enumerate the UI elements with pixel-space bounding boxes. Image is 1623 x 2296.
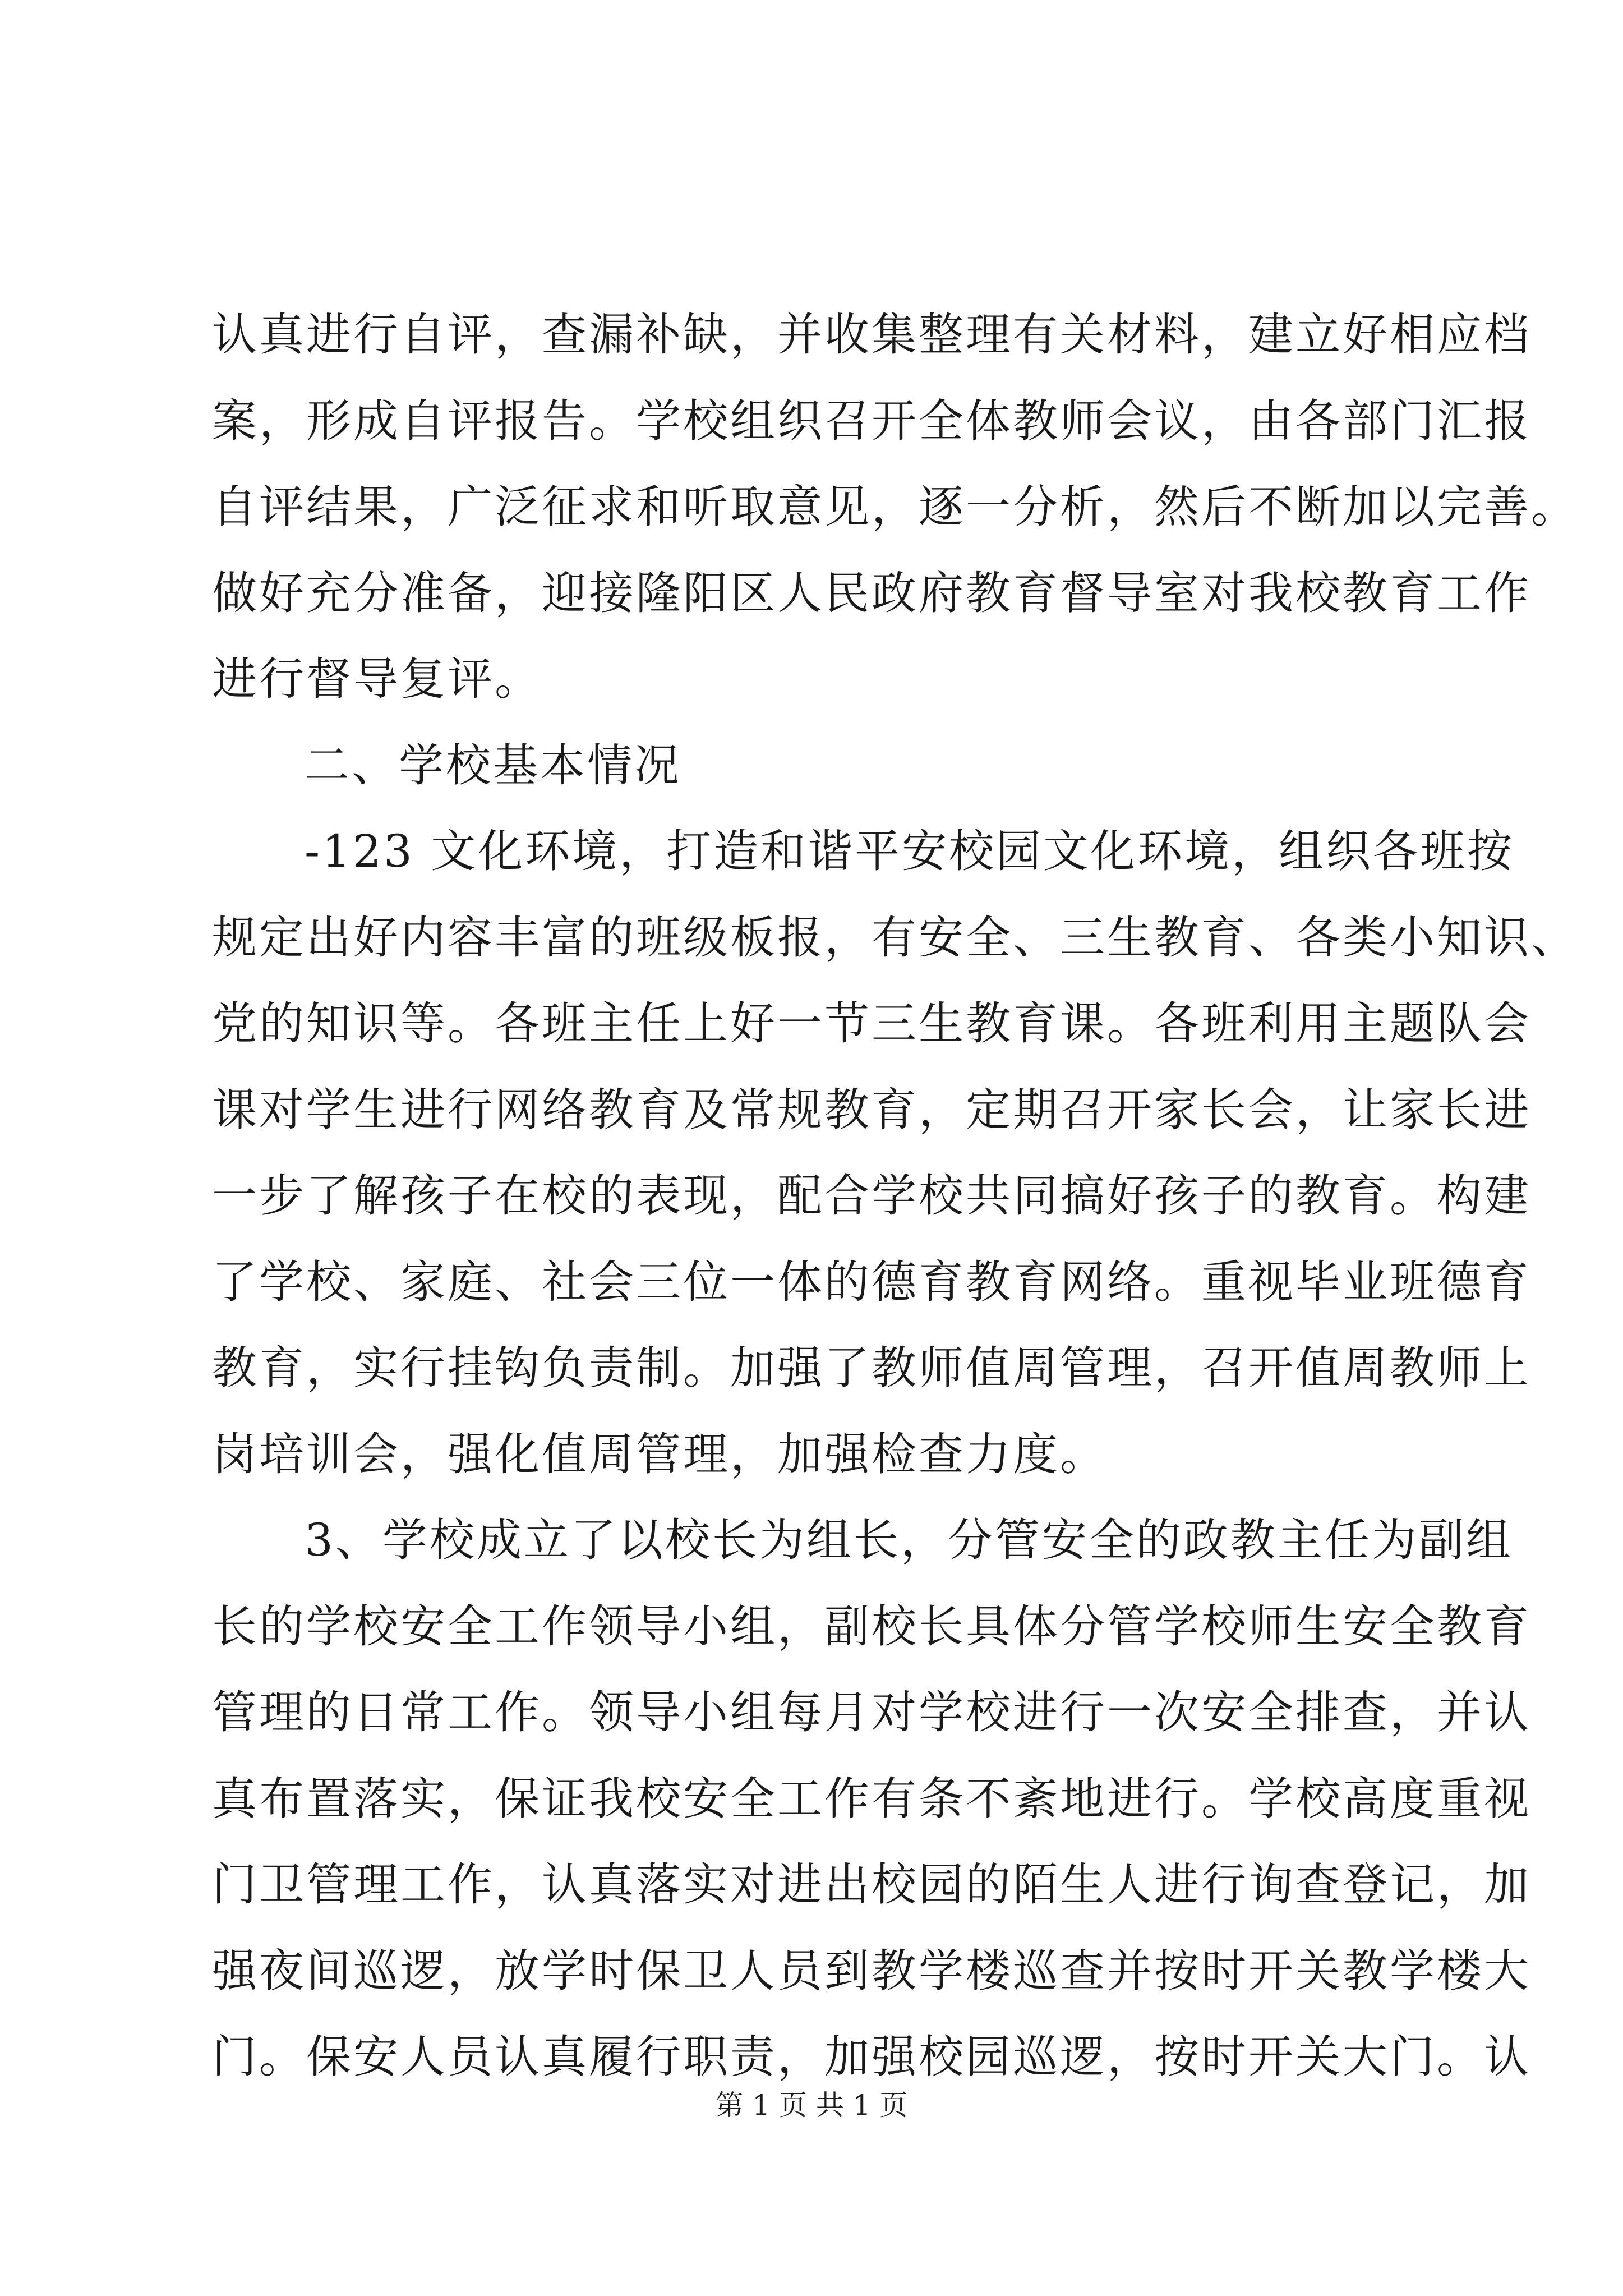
body-line: 了学校、家庭、社会三位一体的德育教育网络。重视毕业班德育 bbox=[212, 1255, 1531, 1308]
body-line: 做好充分准备，迎接隆阳区人民政府教育督导室对我校教育工作 bbox=[212, 567, 1531, 619]
body-line: 党的知识等。各班主任上好一节三生教育课。各班利用主题队会 bbox=[212, 997, 1531, 1050]
body-line: 3、学校成立了以校长为组长，分管安全的政教主任为副组 bbox=[305, 1514, 1513, 1566]
section-heading: 二、学校基本情况 bbox=[305, 739, 681, 792]
body-line: 长的学校安全工作领导小组，副校长具体分管学校师生安全教育 bbox=[212, 1600, 1531, 1653]
body-line: 一步了解孩子在校的表现，配合学校共同搞好孩子的教育。构建 bbox=[212, 1170, 1531, 1222]
body-line: 规定出好内容丰富的班级板报，有安全、三生教育、各类小知识、 bbox=[212, 911, 1578, 964]
body-line: 岗培训会，强化值周管理，加强检查力度。 bbox=[212, 1428, 1107, 1480]
body-line: 进行督导复评。 bbox=[212, 653, 542, 705]
body-line: 强夜间巡逻，放学时保卫人员到教学楼巡查并按时开关教学楼大 bbox=[212, 1944, 1531, 1997]
body-line: 课对学生进行网络教育及常规教育，定期召开家长会，让家长进 bbox=[212, 1083, 1531, 1136]
page-footer: 第 1 页 共 1 页 bbox=[715, 2089, 908, 2122]
body-line: 管理的日常工作。领导小组每月对学校进行一次安全排查，并认 bbox=[212, 1686, 1531, 1738]
body-line: 认真进行自评，查漏补缺，并收集整理有关材料，建立好相应档 bbox=[212, 309, 1531, 361]
document-body bbox=[212, 292, 1578, 2100]
body-line: -123 文化环境，打造和谐平安校园文化环境，组织各班按 bbox=[305, 825, 1515, 877]
body-line: 教育，实行挂钩负责制。加强了教师值周管理，召开值周教师上 bbox=[212, 1342, 1531, 1394]
body-line: 自评结果，广泛征求和听取意见，逐一分析，然后不断加以完善。 bbox=[212, 481, 1578, 533]
body-line: 真布置落实，保证我校安全工作有条不紊地进行。学校高度重视 bbox=[212, 1772, 1531, 1825]
body-line: 门。保安人员认真履行职责，加强校园巡逻，按时开关大门。认 bbox=[212, 2031, 1531, 2083]
body-line: 门卫管理工作，认真落实对进出校园的陌生人进行询查登记，加 bbox=[212, 1858, 1531, 1911]
body-line: 案，形成自评报告。学校组织召开全体教师会议，由各部门汇报 bbox=[212, 394, 1531, 447]
